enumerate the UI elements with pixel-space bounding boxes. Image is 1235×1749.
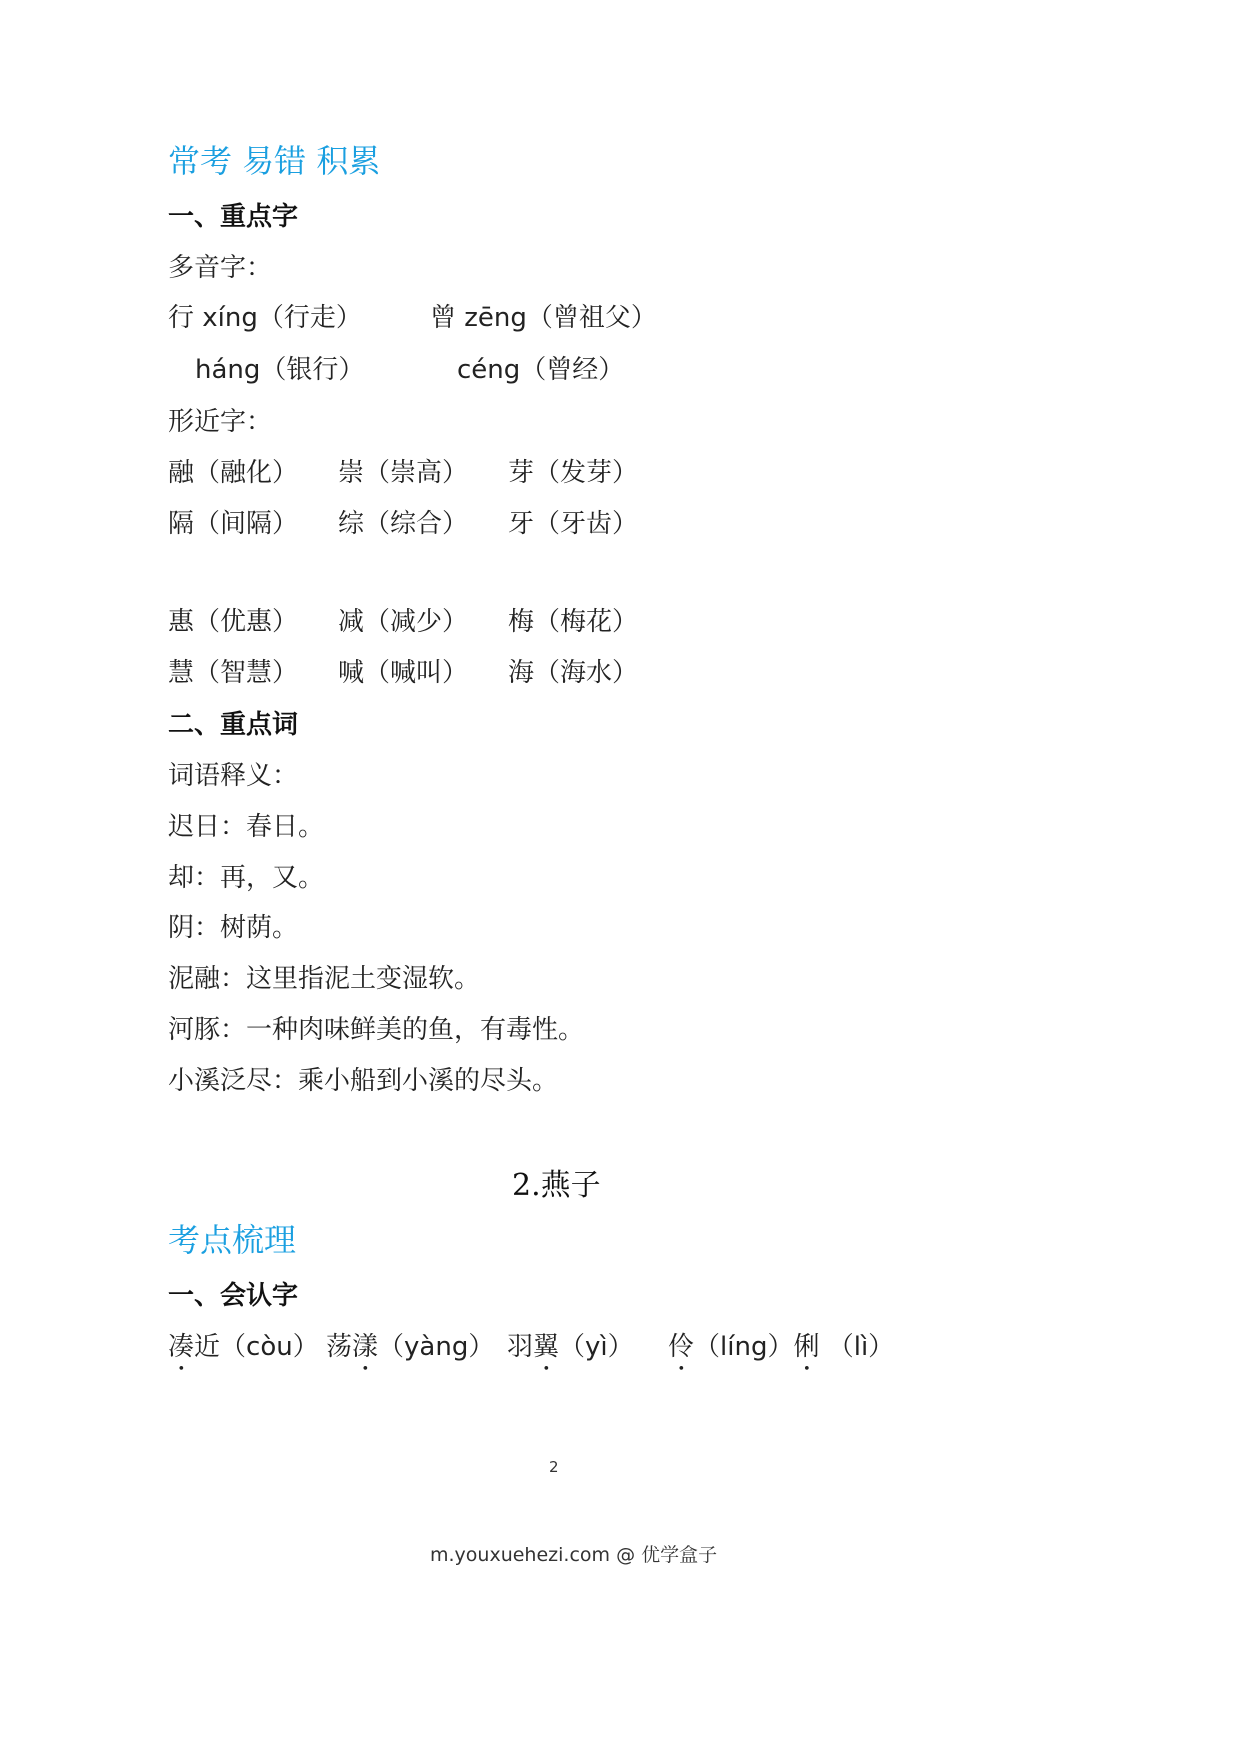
definition-line: 泥融：这里指泥土变湿软。 xyxy=(168,964,481,994)
similar-char-item: 减（减少） xyxy=(338,607,469,637)
similar-char-item: 芽（发芽） xyxy=(508,458,639,488)
similar-char-item: 综（综合） xyxy=(338,509,469,539)
recognize-word xyxy=(507,1326,634,1377)
heading-key-characters: 一、重点字 xyxy=(168,202,299,232)
polyphone-pinyin: zēng xyxy=(464,303,527,333)
polyphone-entry xyxy=(195,349,364,386)
recognize-word xyxy=(168,1326,319,1377)
word-pinyin: （còu） xyxy=(220,1332,319,1362)
similar-char-item: 融（融化） xyxy=(168,458,299,488)
emphasized-char: 伶 xyxy=(668,1332,695,1362)
emphasized-char: 俐 xyxy=(793,1332,820,1362)
lesson-title: 2.燕子 xyxy=(512,1168,601,1203)
word-pinyin: （yàng） xyxy=(378,1332,495,1362)
word-pinyin: （lì） xyxy=(827,1332,895,1362)
page-number: 2 xyxy=(549,1458,559,1476)
emphasized-char: 凑 xyxy=(168,1332,195,1362)
vocab-label: 词语释义： xyxy=(168,761,299,791)
polyphone-entry xyxy=(168,297,362,334)
word-pinyin: （yì） xyxy=(559,1332,634,1362)
similar-char-item: 惠（优惠） xyxy=(168,607,299,637)
polyphone-char: 行 xyxy=(168,303,195,333)
footer-source: m.youxuehezi.com @ 优学盒子 xyxy=(430,1544,718,1566)
definition-line: 小溪泛尽：乘小船到小溪的尽头。 xyxy=(168,1066,559,1096)
word-char: 荡 xyxy=(326,1332,353,1362)
similar-char-item: 喊（喊叫） xyxy=(338,658,469,688)
polyphone-word: （曾祖父） xyxy=(526,303,657,333)
polyphone-entry xyxy=(430,297,657,334)
emphasized-char: 翼 xyxy=(533,1332,560,1362)
word-char: 羽 xyxy=(507,1332,534,1362)
word-char: 近 xyxy=(194,1332,221,1362)
polyphone-label: 多音字： xyxy=(168,253,273,283)
definition-line: 河豚：一种肉味鲜美的鱼，有毒性。 xyxy=(168,1015,585,1045)
similar-char-item: 海（海水） xyxy=(508,658,639,688)
polyphone-pinyin: háng xyxy=(195,355,261,385)
recognize-word xyxy=(668,1326,894,1377)
word-pinyin: （líng） xyxy=(694,1332,794,1362)
polyphone-pinyin: xíng xyxy=(202,303,258,333)
definition-line: 迟日：春日。 xyxy=(168,812,325,842)
polyphone-entry xyxy=(457,349,624,386)
similar-char-item: 牙（牙齿） xyxy=(508,509,639,539)
definition-line: 却：再，又。 xyxy=(168,863,325,893)
similar-char-item: 隔（间隔） xyxy=(168,509,299,539)
definition-line: 阴：树荫。 xyxy=(168,913,299,943)
emphasized-char: 漾 xyxy=(352,1332,379,1362)
polyphone-word: （银行） xyxy=(260,355,365,385)
similar-char-item: 慧（智慧） xyxy=(168,658,299,688)
polyphone-pinyin: céng xyxy=(457,355,521,385)
section-title: 常考 易错 积累 xyxy=(168,142,381,180)
recognize-word xyxy=(326,1326,494,1377)
polyphone-word: （行走） xyxy=(257,303,362,333)
polyphone-char: 曾 xyxy=(430,303,457,333)
similar-char-item: 梅（梅花） xyxy=(508,607,639,637)
similar-chars-label: 形近字： xyxy=(168,407,273,437)
heading-key-words: 二、重点词 xyxy=(168,710,299,740)
polyphone-word: （曾经） xyxy=(520,355,625,385)
heading-recognize-chars: 一、会认字 xyxy=(168,1281,299,1311)
similar-char-item: 崇（崇高） xyxy=(338,458,469,488)
section-title-key-points: 考点梳理 xyxy=(168,1221,297,1259)
